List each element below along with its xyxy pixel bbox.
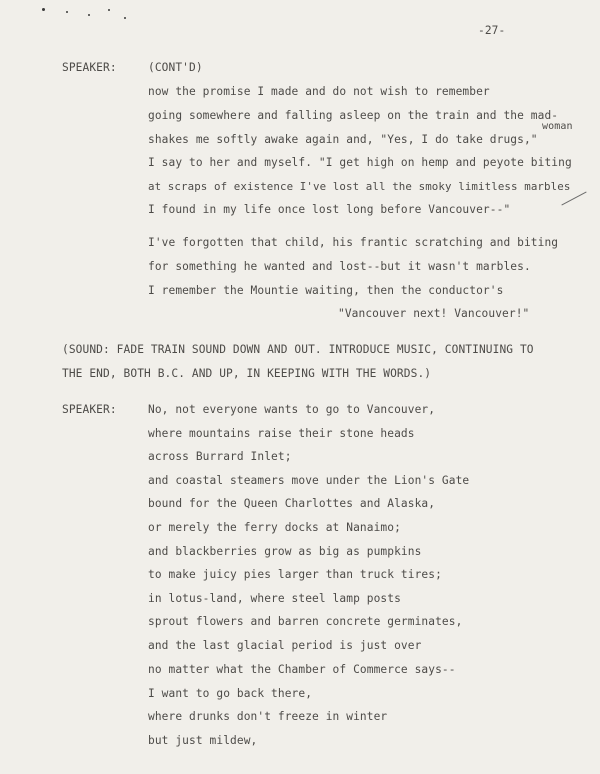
- overtype-insert: woman: [542, 121, 573, 132]
- verse-line: now the promise I made and do not wish to remember: [148, 85, 490, 98]
- ink-speck: [124, 17, 126, 19]
- ink-speck: [42, 8, 45, 11]
- verse-line: I found in my life once lost long before Vancouver--": [148, 203, 511, 216]
- verse-line: and the last glacial period is just over: [148, 639, 422, 652]
- page-number: -27-: [478, 24, 506, 37]
- verse-line: in lotus-land, where steel lamp posts: [148, 592, 401, 605]
- verse-line: shakes me softly awake again and, "Yes, I do take drugs,": [148, 133, 538, 146]
- verse-line: and coastal steamers move under the Lion's Gate: [148, 474, 470, 487]
- verse-line: but just mildew,: [148, 734, 258, 747]
- ink-speck: [66, 11, 68, 13]
- ink-speck: [88, 14, 90, 16]
- contd-marker: (CONT'D): [148, 61, 203, 74]
- verse-line: to make juicy pies larger than truck tires;: [148, 568, 442, 581]
- verse-line: "Vancouver next! Vancouver!": [338, 307, 530, 320]
- verse-line: where drunks don't freeze in winter: [148, 710, 388, 723]
- verse-line: or merely the ferry docks at Nanaimo;: [148, 521, 401, 534]
- verse-line: I say to her and myself. "I get high on hemp and peyote biting: [148, 156, 572, 169]
- ink-speck: [108, 9, 110, 11]
- verse-line: I want to go back there,: [148, 687, 313, 700]
- speaker-label: SPEAKER:: [62, 403, 117, 416]
- sound-direction-line: THE END, BOTH B.C. AND UP, IN KEEPING WITH THE WORDS.): [62, 367, 432, 380]
- verse-line: across Burrard Inlet;: [148, 450, 292, 463]
- verse-line: I've forgotten that child, his frantic scratching and biting: [148, 236, 559, 249]
- verse-line: going somewhere and falling asleep on the train and the mad-: [148, 109, 559, 122]
- speaker-label: SPEAKER:: [62, 61, 117, 74]
- verse-line: sprout flowers and barren concrete germinates,: [148, 615, 463, 628]
- verse-line: no matter what the Chamber of Commerce says--: [148, 663, 456, 676]
- verse-line: where mountains raise their stone heads: [148, 427, 415, 440]
- verse-line: bound for the Queen Charlottes and Alaska,: [148, 497, 436, 510]
- verse-line: for something he wanted and lost--but it wasn't marbles.: [148, 260, 531, 273]
- sound-direction-line: (SOUND: FADE TRAIN SOUND DOWN AND OUT. INTRODUCE MUSIC, CONTINUING TO: [62, 343, 534, 356]
- verse-line: and blackberries grow as big as pumpkins: [148, 545, 422, 558]
- verse-line: I remember the Mountie waiting, then the conductor's: [148, 284, 504, 297]
- verse-line: at scraps of existence I've lost all the smoky limitless marbles: [148, 180, 571, 193]
- verse-line: No, not everyone wants to go to Vancouver,: [148, 403, 436, 416]
